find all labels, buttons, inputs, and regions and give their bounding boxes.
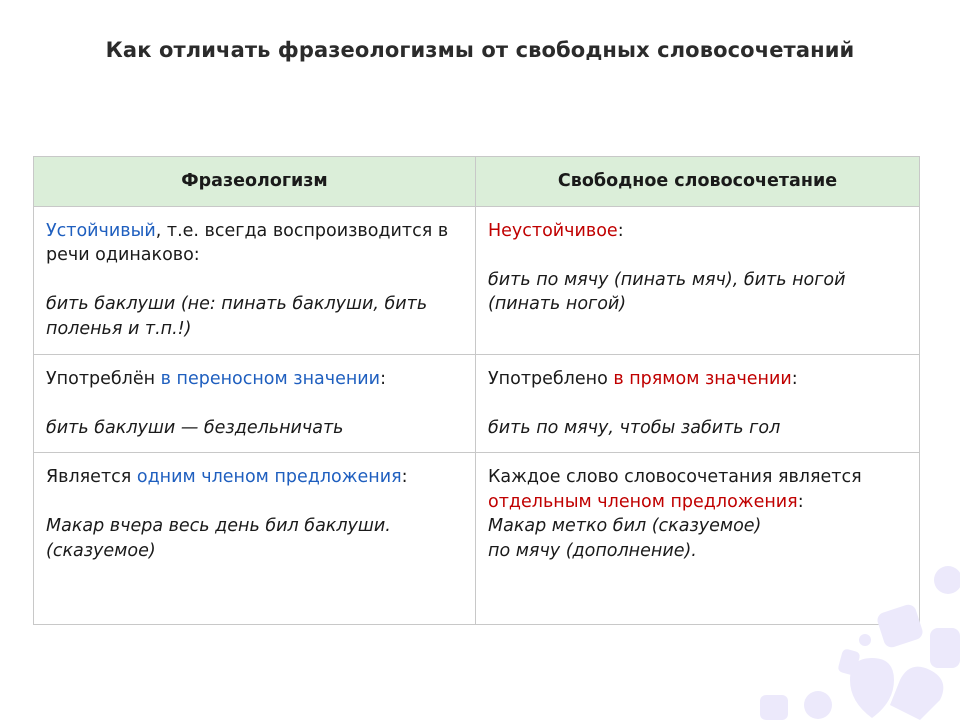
cell-text: Является	[46, 467, 137, 487]
cell-text: :	[380, 368, 386, 389]
cell-stability-phraseologism	[34, 206, 476, 354]
cell-stability-free	[476, 206, 920, 354]
highlight-text: Устойчивый	[46, 220, 156, 241]
page-title: Как отличать фразеологизмы от свободных словосочетаний	[105, 38, 855, 62]
cell-text: :	[797, 491, 804, 512]
highlight-text: в переносном значении	[160, 368, 381, 389]
header-phraseologism: Фразеологизм	[34, 157, 476, 207]
example-text: бить по мячу (пинать мяч), бить ногой (пинать ногой)	[488, 269, 846, 314]
cell-meaning-phraseologism	[34, 354, 476, 453]
cell-syntax-phraseologism	[34, 453, 476, 625]
example-text: бить баклуши (не: пинать баклуши, бить поленья и т.п.!)	[46, 294, 428, 339]
highlight-text: одним членом предложения	[136, 467, 402, 487]
cell-text: :	[617, 220, 624, 241]
example-text: Макар вчера весь день бил баклуши. (сказуемое)	[46, 516, 391, 561]
table-row	[34, 206, 920, 354]
highlight-text: отдельным членом предложения	[488, 491, 798, 512]
highlight-text: в прямом значении	[613, 368, 792, 389]
header-free-phrase: Свободное словосочетание	[476, 157, 920, 207]
cell-text: Каждое слово словосочетания является	[488, 467, 862, 487]
example-text: Макар метко бил (сказуемое)	[488, 516, 762, 536]
highlight-text: Неустойчивое	[488, 220, 618, 241]
table-row	[34, 354, 920, 453]
example-text: по мячу (дополнение).	[488, 540, 697, 561]
cell-text: Употреблено	[488, 368, 614, 389]
cell-text: :	[791, 368, 798, 389]
cell-text: , т.е. всегда воспроизводится в речи одинаково:	[46, 220, 449, 265]
cell-meaning-free	[476, 354, 920, 453]
example-text: бить по мячу, чтобы забить гол	[488, 417, 781, 438]
cell-text: Употреблён	[46, 368, 161, 389]
example-text: бить баклуши — бездельничать	[46, 417, 344, 438]
table-header-row	[34, 157, 920, 207]
decorative-thumbs-hearts-icon	[700, 530, 960, 720]
cell-text: :	[401, 467, 408, 487]
